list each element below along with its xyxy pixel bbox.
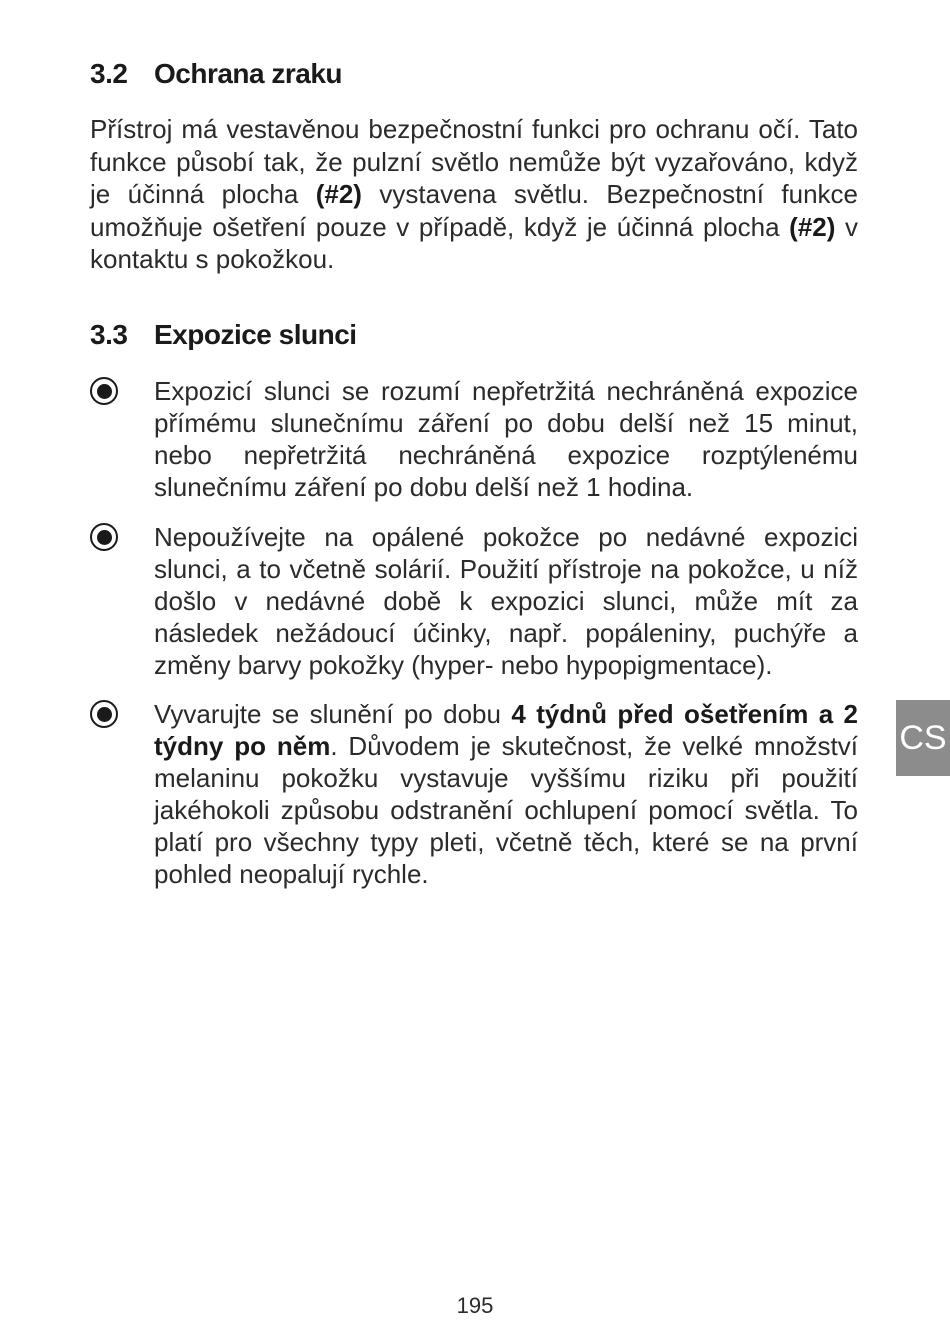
bullet-text-part: Vyvarujte se slunění po dobu — [154, 699, 512, 729]
bullet-text: Nepoužívejte na opálené pokožce po nedávné expozici slunci, a to včetně solárií. Použití přístroje na pokožce, u níž došlo v nedávné době k expozici slunci, může mít za následek nežádoucí účinky, např. popáleniny, puchýře a změny barvy pokožky (hyper- nebo hypopigmentace). — [154, 522, 858, 680]
language-tab — [896, 700, 950, 776]
bullet-text-part: . Důvodem je skutečnost, že velké množství melaninu pokožku vystavuje vyššímu riziku při použití jakéhokoli způsobu odstranění ochlupení pomocí světla. To platí pro všechny typy pleti, včetně těch, které se na první pohled neopalují rychle. — [154, 731, 858, 889]
bullet-text — [154, 698, 858, 890]
language-code: CS — [899, 718, 947, 757]
section-title: Expozice slunci — [154, 319, 357, 350]
section-number: 3.3 — [90, 319, 128, 350]
section-number: 3.2 — [90, 58, 128, 89]
bullet-text: Expozicí slunci se rozumí nepřetržitá nechráněná expozice přímému slunečnímu záření po dobu delší než 15 minut, nebo nepřetržitá nechráněná expozice rozptýlenému slunečnímu záření po dobu delší než 1 hodina. — [154, 376, 858, 502]
paragraph-text: v kontaktu s pokožkou. — [90, 211, 858, 274]
page-number: 195 — [456, 1293, 494, 1318]
reference-label: (#2) — [789, 211, 836, 242]
radio-bullet-icon — [90, 523, 118, 551]
section-3-2-paragraph — [90, 113, 858, 276]
section-heading-3-3 — [90, 319, 357, 351]
bullet-emphasis: 4 týdnů před ošetřením a 2 týdny po něm — [154, 699, 858, 761]
radio-bullet-icon — [90, 700, 118, 728]
reference-label: (#2) — [315, 179, 362, 209]
section-title: Ochrana zraku — [154, 58, 343, 89]
section-heading-3-2 — [90, 58, 342, 90]
radio-bullet-icon — [90, 377, 118, 405]
paragraph-text: vystavena světlu. Bezpečnostní funkce umožňuje ošetření pouze v případě, když je účinná plocha — [90, 179, 858, 242]
paragraph-text: Přístroj má vestavěnou bezpečnostní funkci pro ochranu očí. Tato funkce působí tak, že pulzní světlo nemůže být vyzařováno, když je účinná plocha — [90, 114, 858, 209]
